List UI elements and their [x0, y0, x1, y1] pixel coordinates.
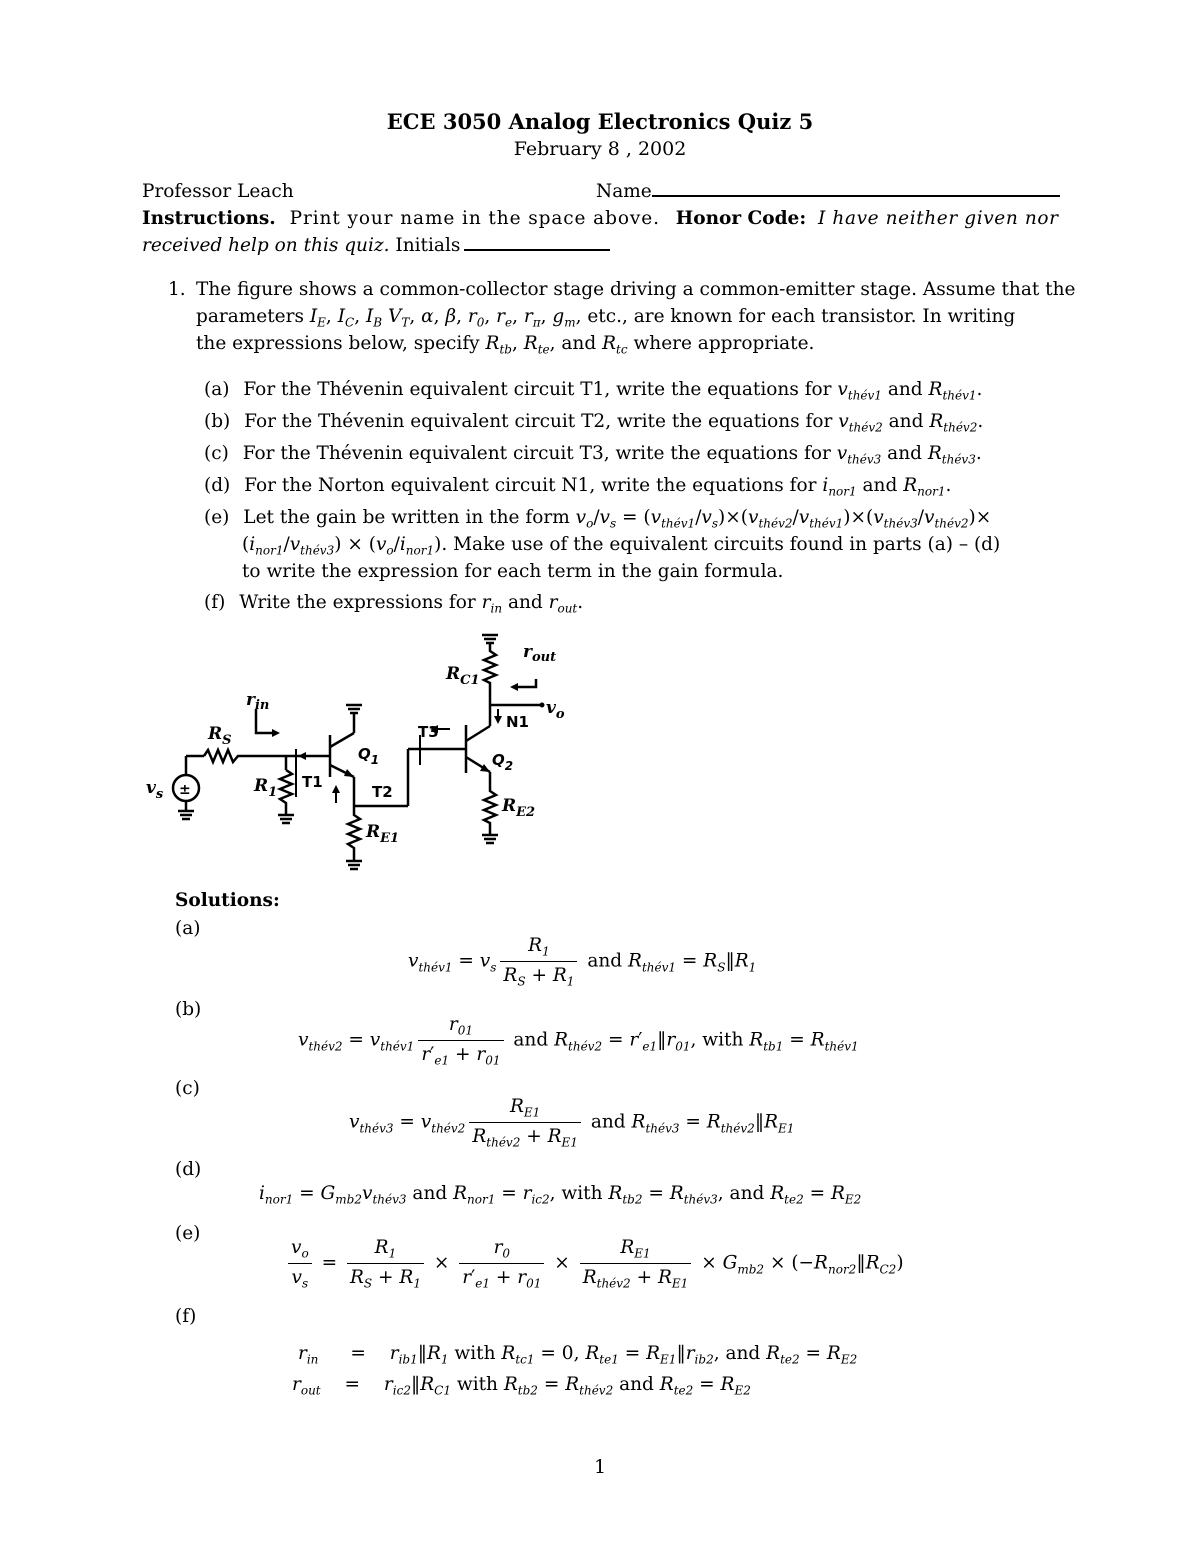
problem-number: 1. [168, 279, 186, 300]
part-d: (d) For the Norton equivalent circuit N1, write the equations for $i_{nor1}$ and $R_{nor1}$. [204, 475, 952, 499]
instructions-line1 [142, 205, 1059, 232]
name-field[interactable] [596, 178, 1060, 205]
part-c: (c) For the Thévenin equivalent circuit T3, write the equations for $v_{thév3}$ and $R_{thév3}$. [204, 443, 982, 467]
initials-underline [464, 247, 610, 251]
part-a-text: For the Thévenin equivalent circuit T1, write the equations for [243, 379, 832, 400]
ground-symbol-vs [178, 811, 194, 819]
instructions-text: Print your name in the space above. [289, 208, 660, 229]
label-vs: $v_s$ [146, 778, 164, 802]
problem-intro-1: The figure shows a common-collector stage driving a common-emitter stage. Assume that the [196, 279, 1076, 300]
label-rs: $R_S$ [208, 724, 232, 748]
resistor-rc1 [484, 647, 496, 705]
part-e-text: Let the gain be written in the form [243, 507, 570, 528]
part-c-text: For the Thévenin equivalent circuit T3, write the equations for [242, 443, 831, 464]
label-rout: $r_{out}$ [523, 642, 557, 665]
part-e: (e) Let the gain be written in the form $v_o/v_s = (v_{thév1}/v_s)\times(v_{thév2}/v_{thév1})\times(v_{thév3}/v_{thév2})\times$ [204, 507, 992, 531]
honor-code-label: Honor Code: [675, 208, 807, 229]
solution-d-equation: $i_{nor1} = G_{mb2}v_{thév3}$ and $R_{nor1} = r_{ic2}$, with $R_{tb2} = R_{thév3}$, and $R_{te2} = R_{E2}$ [259, 1183, 862, 1207]
name-underline [652, 193, 1060, 197]
solution-f-rin: $r_{in}$ = $r_{ib1}‖R_1$ with $R_{tc1} = 0$, $R_{te1}$ = $R_{E1}‖r_{ib2}$, and $R_{te2} = R_{E2}$ [298, 1343, 858, 1367]
ground-symbol-re2 [482, 835, 498, 843]
solution-f-rout: $r_{out}$ = $r_{ic2}‖R_{C1}$ with $R_{tb2} = R_{thév2}$ and $R_{te2} = R_{E2}$ [292, 1374, 751, 1398]
solution-b-equation: $v_{thév2} = v_{thév1}$ $\frac{r_{01}}{r'_{e1} + r_{01}}$ and $R_{thév2}$ = $r'_{e1}‖r_{01}$, with $R_{tb1} = R_{thév1}$ [298, 1014, 859, 1068]
transistor-q1 [330, 717, 354, 810]
problem-intro-3-text: the expressions below, specify [196, 333, 480, 354]
solution-label-c: (c) [175, 1078, 200, 1099]
problem-intro-2-tail: , etc., are known for each transistor. In writing [575, 306, 1016, 327]
label-q2: $Q_2$ [492, 751, 514, 773]
part-a: (a) For the Thévenin equivalent circuit T1, write the equations for $v_{thév1}$ and $R_{thév1}$. [204, 379, 983, 403]
page-title: ECE 3050 Analog Electronics Quiz 5 [386, 109, 814, 134]
solutions-heading: Solutions: [175, 890, 280, 911]
label-source-sign: ± [179, 782, 191, 798]
ground-symbol-r1 [278, 815, 294, 823]
label-re2: $R_{E2}$ [502, 796, 536, 820]
label-re1: $R_{E1}$ [366, 822, 400, 846]
label-vo: $v_o$ [546, 698, 565, 722]
part-c-label: (c) [204, 443, 229, 464]
solution-c-equation: $v_{thév3} = v_{thév2}$ $\frac{R_{E1}}{R_{thév2} + R_{E1}}$ and $R_{thév3}$ = $R_{thév2}‖R_{E1}$ [349, 1096, 795, 1150]
initials-label: Initials [395, 235, 461, 256]
part-e-line2: $(i_{nor1}/v_{thév3}) \times (v_o/i_{nor1})$. Make use of the equivalent circuits found in parts (a) – (d) [242, 534, 1001, 558]
part-b-text: For the Thévenin equivalent circuit T2, write the equations for [244, 411, 833, 432]
solution-label-e: (e) [175, 1223, 201, 1244]
part-e-label: (e) [204, 507, 230, 528]
label-r1: $R_1$ [254, 776, 278, 800]
page-number: 1 [593, 1456, 607, 1478]
resistor-re2 [484, 787, 496, 835]
part-d-text: For the Norton equivalent circuit N1, write the equations for [244, 475, 817, 496]
part-b: (b) For the Thévenin equivalent circuit T2, write the equations for $v_{thév2}$ and $R_{thév2}$. [204, 411, 984, 435]
label-t3: T3 [418, 723, 439, 741]
part-d-label: (d) [204, 475, 231, 496]
label-n1: N1 [506, 713, 529, 731]
problem-intro-3: the expressions below, specify $R_{tb}$, $R_{te}$, and $R_{tc}$ where appropriate. [196, 333, 815, 357]
professor-label: Professor Leach [142, 181, 294, 202]
label-rc1: $R_{C1}$ [446, 664, 480, 688]
solution-label-a: (a) [175, 918, 201, 939]
solution-a-equation: $v_{thév1} = v_s$ $\frac{R_1}{R_S + R_1}$ and $R_{thév1}$ = $R_S‖R_1$ [408, 935, 757, 989]
transistor-q2 [430, 725, 490, 787]
solution-label-b: (b) [175, 999, 202, 1020]
part-b-label: (b) [204, 411, 231, 432]
label-rin: $r_{in}$ [246, 690, 270, 713]
resistor-re1 [348, 810, 360, 861]
part-e-line3: to write the expression for each term in the gain formula. [242, 561, 784, 582]
instructions-label: Instructions. [142, 208, 276, 229]
part-e-line2-text: Make use of the equivalent circuits found in parts (a) – (d) [453, 534, 1001, 555]
vcc-symbol-q1 [346, 705, 362, 717]
ground-symbol-re1 [346, 861, 362, 869]
label-t1: T1 [302, 773, 323, 791]
part-f: (f) Write the expressions for $r_{in}$ and $r_{out}$. [204, 592, 584, 616]
page-date: February 8 , 2002 [513, 138, 687, 160]
honor-code-text-2: received help on this quiz. [142, 235, 390, 256]
node-vo [540, 703, 545, 708]
vcc-symbol-q2 [482, 635, 498, 647]
label-q1: $Q_1$ [358, 745, 380, 767]
honor-code-text: I have neither given nor [818, 208, 1059, 229]
instructions-line2 [142, 232, 610, 259]
resistor-rs [204, 750, 288, 762]
name-label: Name [596, 181, 652, 202]
part-f-label: (f) [204, 592, 226, 613]
problem-intro-3-tail: where appropriate. [633, 333, 815, 354]
resistor-r1 [280, 770, 292, 815]
circuit-diagram [140, 625, 580, 880]
part-f-text: Write the expressions for [239, 592, 476, 613]
problem-intro-2: parameters $I_E$, $I_C$, $I_B$ $V_T$, α, β, $r_0$, $r_e$, $r_\pi$, $g_m$, etc., are known for each transistor. In writing [196, 306, 1016, 330]
part-a-label: (a) [204, 379, 230, 400]
solution-label-f: (f) [175, 1306, 197, 1327]
rout-arrow [516, 679, 536, 687]
solution-label-d: (d) [175, 1159, 202, 1180]
solution-e-equation: $\frac{v_o}{v_s}$ = $\frac{R_1}{R_S + R_1}$ × $\frac{r_0}{r'_{e1} + r_{01}}$ × $\frac{R_{E1}}{R_{thév2} + R_{E1}}$ × $G_{mb2}$ × $(-R_{nor2}‖R_{C2})$ [284, 1237, 904, 1290]
label-t2: T2 [372, 783, 393, 801]
